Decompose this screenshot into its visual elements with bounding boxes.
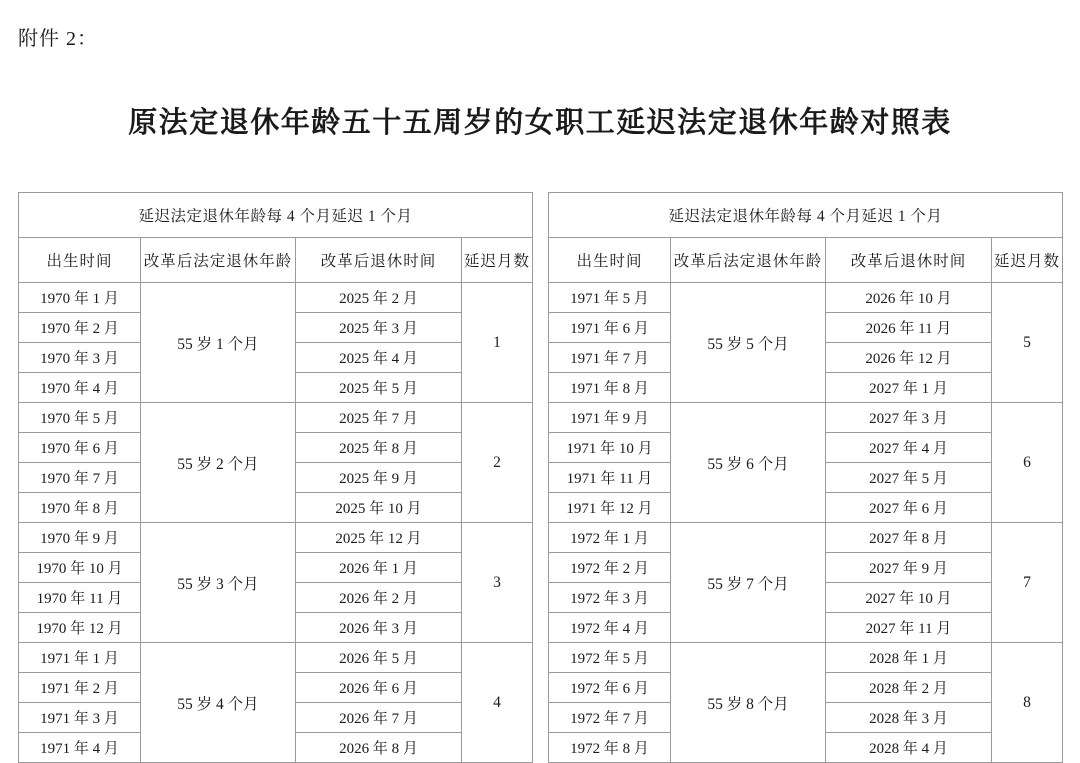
cell-retirement-date: 2027 年 6 月 (826, 493, 992, 523)
cell-retirement-date: 2026 年 3 月 (296, 613, 462, 643)
attachment-label: 附件 2： (18, 28, 98, 50)
cell-retirement-date: 2026 年 5 月 (296, 643, 462, 673)
cell-birth-date: 1971 年 10 月 (549, 433, 671, 463)
table-row (19, 643, 1063, 673)
table-column-gap (533, 238, 549, 283)
cell-retirement-age: 55 岁 7 个月 (671, 523, 826, 643)
table-column-header-row (19, 238, 1063, 283)
retirement-age-table-wrapper (18, 192, 1062, 763)
group-header-left: 延迟法定退休年龄每 4 个月延迟 1 个月 (19, 193, 533, 238)
column-header-birth-right: 出生时间 (549, 238, 671, 283)
cell-retirement-age: 55 岁 3 个月 (141, 523, 296, 643)
column-header-age-right: 改革后法定退休年龄 (671, 238, 826, 283)
cell-birth-date: 1972 年 5 月 (549, 643, 671, 673)
cell-delay-months: 1 (462, 283, 533, 403)
cell-retirement-date: 2026 年 2 月 (296, 583, 462, 613)
cell-retirement-date: 2026 年 8 月 (296, 733, 462, 763)
cell-retirement-date: 2026 年 6 月 (296, 673, 462, 703)
cell-retirement-age: 55 岁 8 个月 (671, 643, 826, 763)
cell-birth-date: 1971 年 8 月 (549, 373, 671, 403)
cell-retirement-date: 2026 年 10 月 (826, 283, 992, 313)
cell-delay-months: 6 (992, 403, 1063, 523)
cell-delay-months: 4 (462, 643, 533, 763)
page-title: 原法定退休年龄五十五周岁的女职工延迟法定退休年龄对照表 (128, 107, 952, 139)
cell-retirement-age: 55 岁 4 个月 (141, 643, 296, 763)
cell-retirement-date: 2025 年 10 月 (296, 493, 462, 523)
cell-retirement-date: 2028 年 2 月 (826, 673, 992, 703)
cell-retirement-age: 55 岁 2 个月 (141, 403, 296, 523)
cell-retirement-date: 2025 年 3 月 (296, 313, 462, 343)
table-column-gap (533, 703, 549, 733)
cell-birth-date: 1972 年 7 月 (549, 703, 671, 733)
table-column-gap (533, 313, 549, 343)
cell-retirement-date: 2025 年 12 月 (296, 523, 462, 553)
cell-birth-date: 1970 年 1 月 (19, 283, 141, 313)
cell-birth-date: 1972 年 3 月 (549, 583, 671, 613)
cell-birth-date: 1970 年 12 月 (19, 613, 141, 643)
cell-birth-date: 1970 年 8 月 (19, 493, 141, 523)
cell-retirement-date: 2025 年 9 月 (296, 463, 462, 493)
cell-birth-date: 1972 年 6 月 (549, 673, 671, 703)
cell-retirement-date: 2027 年 8 月 (826, 523, 992, 553)
table-header (19, 193, 1063, 283)
retirement-age-comparison-table (18, 192, 1063, 763)
cell-retirement-date: 2027 年 9 月 (826, 553, 992, 583)
cell-birth-date: 1971 年 5 月 (549, 283, 671, 313)
cell-birth-date: 1970 年 11 月 (19, 583, 141, 613)
table-column-gap (533, 643, 549, 673)
cell-retirement-date: 2025 年 2 月 (296, 283, 462, 313)
cell-birth-date: 1971 年 9 月 (549, 403, 671, 433)
cell-birth-date: 1971 年 6 月 (549, 313, 671, 343)
cell-birth-date: 1971 年 7 月 (549, 343, 671, 373)
cell-birth-date: 1970 年 4 月 (19, 373, 141, 403)
cell-birth-date: 1970 年 3 月 (19, 343, 141, 373)
cell-birth-date: 1970 年 9 月 (19, 523, 141, 553)
column-header-age-left: 改革后法定退休年龄 (141, 238, 296, 283)
cell-retirement-date: 2025 年 7 月 (296, 403, 462, 433)
cell-retirement-date: 2026 年 12 月 (826, 343, 992, 373)
cell-retirement-date: 2027 年 3 月 (826, 403, 992, 433)
cell-retirement-date: 2028 年 4 月 (826, 733, 992, 763)
table-column-gap (533, 433, 549, 463)
cell-birth-date: 1970 年 7 月 (19, 463, 141, 493)
table-column-gap (533, 493, 549, 523)
table-column-gap (533, 463, 549, 493)
table-column-gap (533, 403, 549, 433)
cell-delay-months: 7 (992, 523, 1063, 643)
table-column-gap (533, 613, 549, 643)
cell-retirement-date: 2026 年 7 月 (296, 703, 462, 733)
table-row (19, 403, 1063, 433)
table-body (19, 283, 1063, 763)
cell-retirement-age: 55 岁 6 个月 (671, 403, 826, 523)
table-row (19, 523, 1063, 553)
cell-birth-date: 1971 年 11 月 (549, 463, 671, 493)
cell-delay-months: 2 (462, 403, 533, 523)
cell-birth-date: 1972 年 1 月 (549, 523, 671, 553)
table-column-gap (533, 583, 549, 613)
table-column-gap (533, 523, 549, 553)
table-column-gap (533, 283, 549, 313)
table-column-gap (533, 673, 549, 703)
table-column-gap (533, 733, 549, 763)
cell-delay-months: 3 (462, 523, 533, 643)
column-header-delay-left: 延迟月数 (462, 238, 533, 283)
cell-retirement-date: 2027 年 4 月 (826, 433, 992, 463)
cell-birth-date: 1972 年 2 月 (549, 553, 671, 583)
cell-birth-date: 1970 年 5 月 (19, 403, 141, 433)
cell-birth-date: 1972 年 4 月 (549, 613, 671, 643)
cell-retirement-date: 2028 年 3 月 (826, 703, 992, 733)
cell-retirement-date: 2026 年 1 月 (296, 553, 462, 583)
cell-birth-date: 1971 年 1 月 (19, 643, 141, 673)
cell-birth-date: 1970 年 2 月 (19, 313, 141, 343)
group-header-right: 延迟法定退休年龄每 4 个月延迟 1 个月 (549, 193, 1063, 238)
cell-birth-date: 1971 年 12 月 (549, 493, 671, 523)
cell-birth-date: 1970 年 6 月 (19, 433, 141, 463)
column-header-retire-right: 改革后退休时间 (826, 238, 992, 283)
table-group-header-row (19, 193, 1063, 238)
cell-retirement-date: 2027 年 10 月 (826, 583, 992, 613)
cell-retirement-date: 2028 年 1 月 (826, 643, 992, 673)
cell-retirement-date: 2025 年 4 月 (296, 343, 462, 373)
cell-retirement-date: 2027 年 1 月 (826, 373, 992, 403)
cell-birth-date: 1971 年 3 月 (19, 703, 141, 733)
cell-birth-date: 1971 年 2 月 (19, 673, 141, 703)
cell-retirement-date: 2025 年 5 月 (296, 373, 462, 403)
cell-birth-date: 1972 年 8 月 (549, 733, 671, 763)
table-column-gap (533, 343, 549, 373)
table-column-gap (533, 193, 549, 238)
cell-retirement-date: 2025 年 8 月 (296, 433, 462, 463)
column-header-birth-left: 出生时间 (19, 238, 141, 283)
table-row (19, 283, 1063, 313)
column-header-retire-left: 改革后退休时间 (296, 238, 462, 283)
cell-delay-months: 5 (992, 283, 1063, 403)
cell-retirement-date: 2027 年 5 月 (826, 463, 992, 493)
cell-retirement-age: 55 岁 5 个月 (671, 283, 826, 403)
cell-retirement-date: 2027 年 11 月 (826, 613, 992, 643)
cell-delay-months: 8 (992, 643, 1063, 763)
table-column-gap (533, 553, 549, 583)
table-column-gap (533, 373, 549, 403)
cell-retirement-date: 2026 年 11 月 (826, 313, 992, 343)
column-header-delay-right: 延迟月数 (992, 238, 1063, 283)
cell-birth-date: 1971 年 4 月 (19, 733, 141, 763)
cell-birth-date: 1970 年 10 月 (19, 553, 141, 583)
cell-retirement-age: 55 岁 1 个月 (141, 283, 296, 403)
